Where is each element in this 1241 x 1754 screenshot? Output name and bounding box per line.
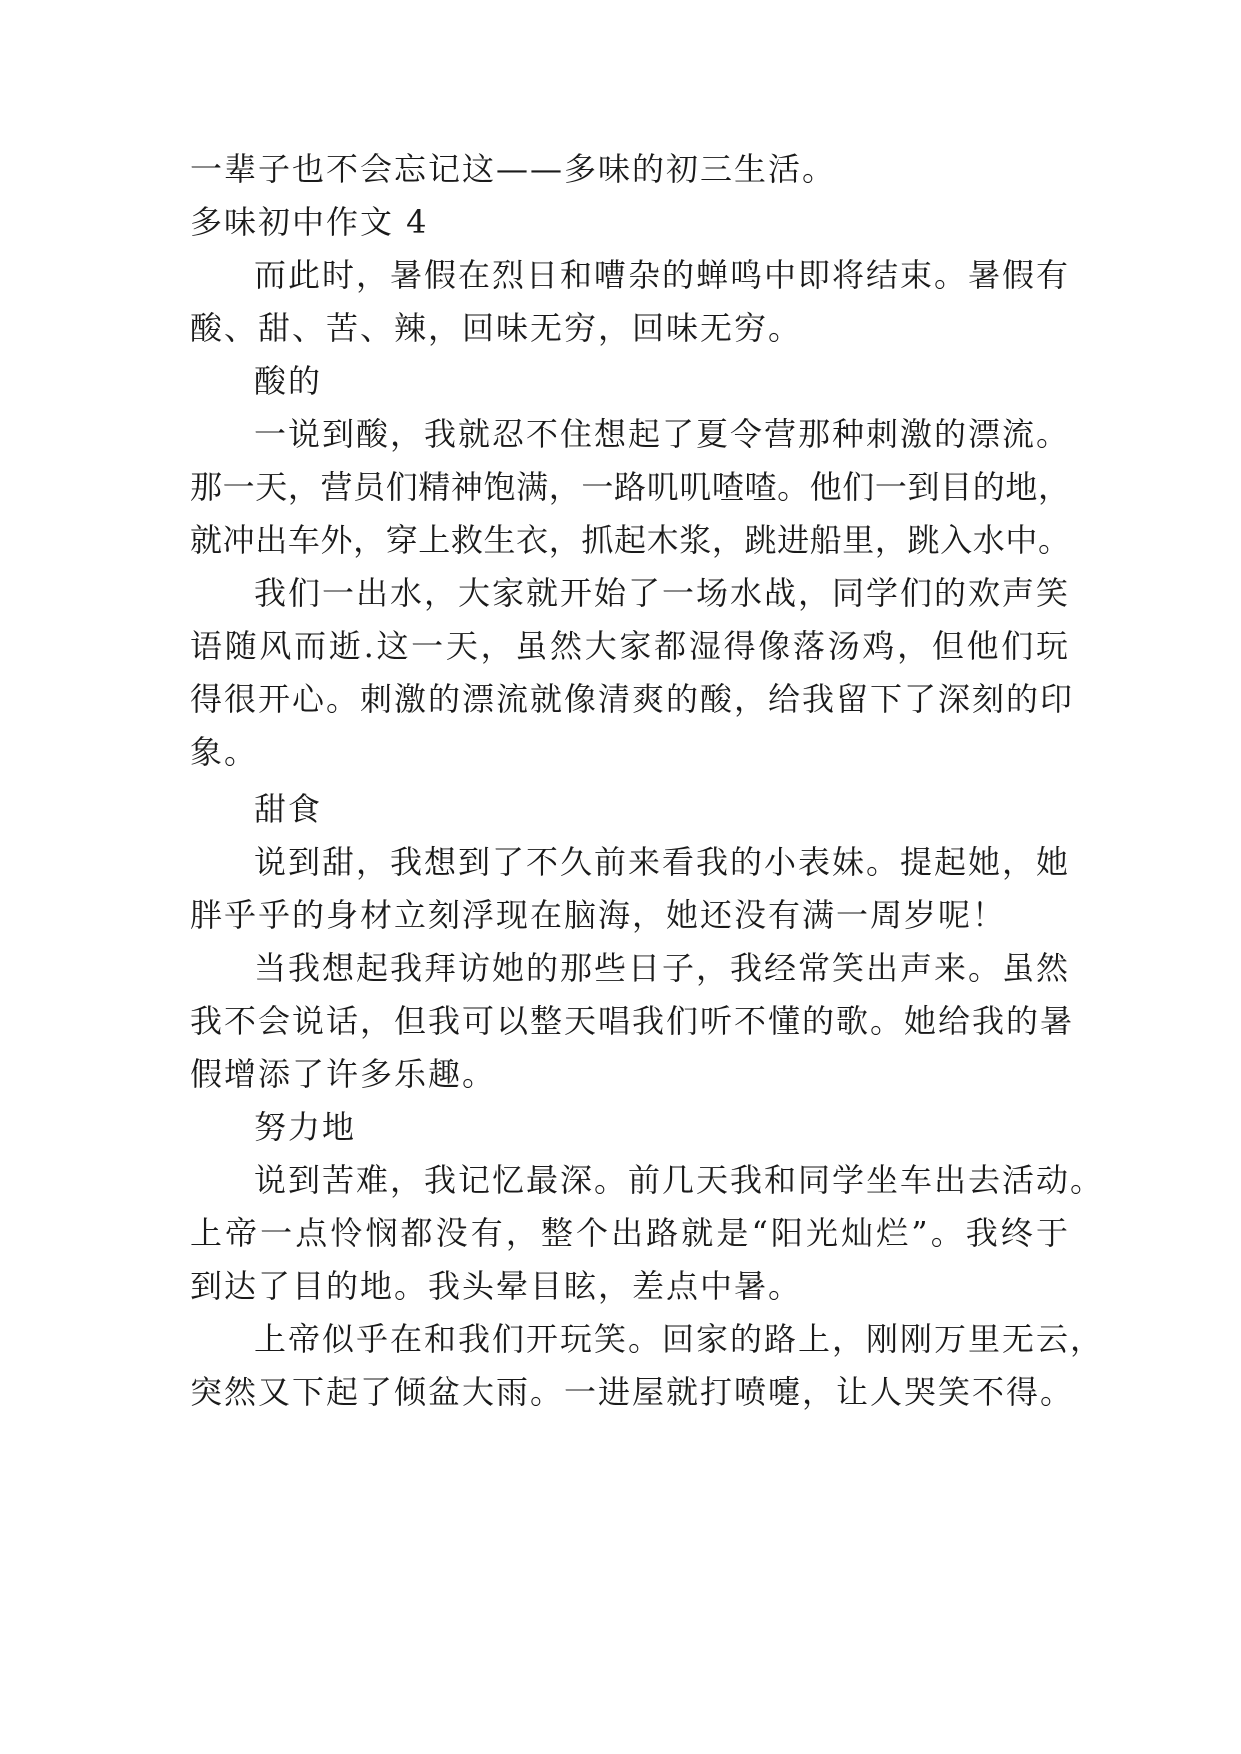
paragraph-line: 酸、甜、苦、辣，回味无穷，回味无穷。 bbox=[190, 309, 803, 347]
section-heading-sweet: 甜食 bbox=[254, 790, 323, 828]
paragraph-line: 就冲出车外，穿上救生衣，抓起木浆，跳进船里，跳入水中。 bbox=[190, 521, 1070, 559]
paragraph-line: 一说到酸，我就忍不住想起了夏令营那种刺激的漂流。 bbox=[254, 415, 1071, 453]
paragraph-line: 语随风而逝.这一天，虽然大家都湿得像落汤鸡，但他们玩 bbox=[190, 627, 1070, 665]
paragraph-line: 上帝一点怜悯都没有，整个出路就是“阳光灿烂”。我终于 bbox=[190, 1214, 1070, 1252]
paragraph-line: 得很开心。刺激的漂流就像清爽的酸，给我留下了深刻的印 bbox=[190, 680, 1075, 718]
section-heading-sour: 酸的 bbox=[254, 362, 323, 400]
paragraph-line: 当我想起我拜访她的那些日子，我经常笑出声来。虽然 bbox=[254, 949, 1071, 987]
text-line-continuation: 一辈子也不会忘记这——多味的初三生活。 bbox=[190, 150, 837, 188]
paragraph-line: 说到甜，我想到了不久前来看我的小表妹。提起她，她 bbox=[254, 843, 1071, 881]
paragraph-line: 假增添了许多乐趣。 bbox=[190, 1055, 497, 1093]
paragraph-line: 象。 bbox=[190, 733, 259, 771]
paragraph-line: 我们一出水，大家就开始了一场水战，同学们的欢声笑 bbox=[254, 574, 1071, 612]
paragraph-line: 说到苦难，我记忆最深。前几天我和同学坐车出去活动。 bbox=[254, 1161, 1105, 1199]
paragraph-line: 胖乎乎的身材立刻浮现在脑海，她还没有满一周岁呢！ bbox=[190, 896, 1007, 934]
section-heading-bitter: 努力地 bbox=[254, 1108, 357, 1146]
paragraph-line: 突然又下起了倾盆大雨。一进屋就打喷嚏，让人哭笑不得。 bbox=[190, 1373, 1075, 1411]
paragraph-line: 上帝似乎在和我们开玩笑。回家的路上，刚刚万里无云， bbox=[254, 1320, 1105, 1358]
paragraph-line: 那一天，营员们精神饱满，一路叽叽喳喳。他们一到目的地， bbox=[190, 468, 1070, 506]
paragraph-line: 而此时，暑假在烈日和嘈杂的蝉鸣中即将结束。暑假有 bbox=[254, 256, 1071, 294]
paragraph-line: 到达了目的地。我头晕目眩，差点中暑。 bbox=[190, 1267, 803, 1305]
paragraph-line: 我不会说话，但我可以整天唱我们听不懂的歌。她给我的暑 bbox=[190, 1002, 1075, 1040]
essay-heading: 多味初中作文 4 bbox=[190, 203, 429, 241]
